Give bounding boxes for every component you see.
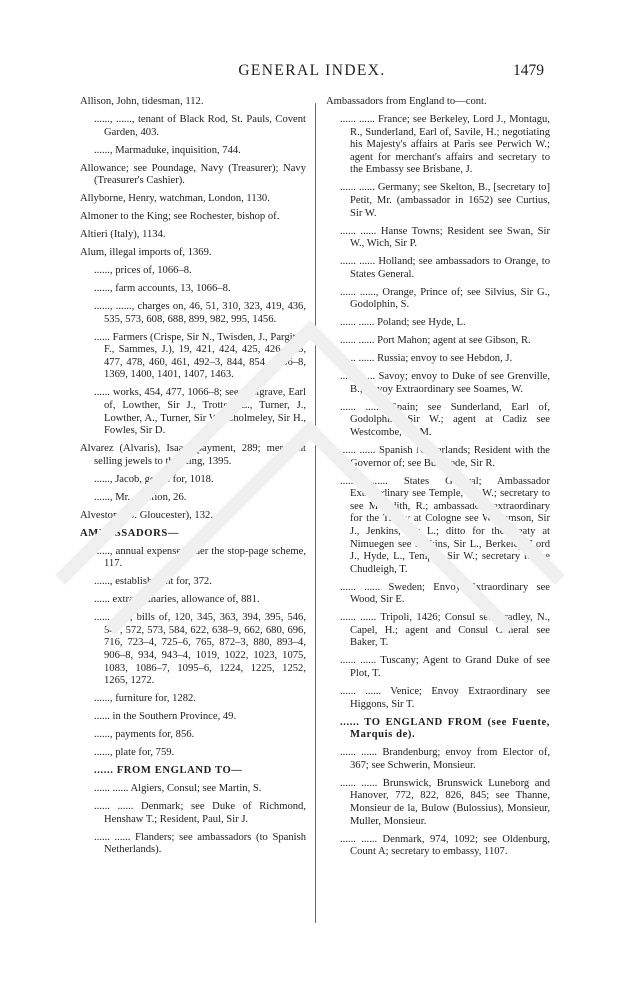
index-entry: ...... ...... Hanse Towns; Resident see Swan, Sir W., Wich, Sir P. [340,225,550,250]
continuation-heading: Ambassadors from England to—cont. [326,96,487,107]
index-entry: ......, furniture for, 1282. [94,693,196,705]
index-entry: ...... ...... Sweden; Envoy Extraordinary see Wood, Sir E. [340,581,550,606]
index-entry: ...... ...... Tripoli, 1426; Consul see Bradley, N., Capel, H.; agent and Consul General see Baker, T. [340,612,550,649]
subsection-heading: ...... FROM ENGLAND TO— [94,765,243,777]
index-entry: ......, ......, charges on, 46, 51, 310, 323, 419, 436, 535, 573, 608, 688, 899, 982, 995, 1456. [94,301,306,325]
index-entry: Alveston (co. Gloucester), 132. [80,509,213,521]
index-entry: ......, Jacob, goods for, 1018. [94,473,214,485]
index-entry: ...... in the Southern Province, 49. [94,711,237,723]
index-entry: ...... ...... Spanish Netherlands; Resident with the Governor of; see Bulstrode, Sir R. [340,444,550,469]
index-entry: Allyborne, Henry, watchman, London, 1130. [80,193,270,205]
index-entry: ...... ......, Orange, Prince of; see Silvius, Sir G., Godolphin, S. [340,286,550,311]
index-entry: ......, prices of, 1066–8. [94,265,192,277]
index-entry: Altieri (Italy), 1134. [80,229,166,241]
index-entry: Allison, John, tidesman, 112. [80,96,204,107]
column-divider [315,103,316,923]
index-entry: ...... ...... States General; Ambassador Extraordinary see Temple, Sir W.; secretary to see Meredith, R.; ambassadors extraordinary for the Treaty at Cologne see Williamson, Sir J., Jenkins, Sir L.; ditto for the treaty at Nimuegen see Jenkins, Sir L., Berkeley, Lord J., Hyde, L., Temple, Sir W.; secretary to see Chudleigh, T. [340,475,550,575]
index-entry: ...... ...... Brunswick, Brunswick Luneborg and Hanover, 772, 822, 826, 845; see Thanne, Monsieur de la, Bulow (Bulossius), Monsieur, Muller, Monsieur. [340,777,550,827]
index-entry: ......, plate for, 759. [94,747,175,759]
index-entry: ...... ...... Port Mahon; agent at see Gibson, R. [340,335,531,347]
index-entry: ...... ......, bills of, 120, 345, 363, 394, 395, 546, 547, 572, 573, 584, 622, 638–9, 662, 680, 696, 716, 723–4, 725–6, 765, 872–3, 880, 893–4, 906–8, 934, 943–4, 1019, 1022, 1023, 1075, 1083, 1086–7, 1095–6, 1224, 1225, 1252, 1265, 1272. [94,612,306,687]
index-entry: ...... ...... Savoy; envoy to Duke of see Grenville, B.; Envoy Extraordinary see Soames, W. [340,371,550,395]
index-entry: ...... ...... Denmark, 974, 1092; see Oldenburg, Count A; secretary to embassy, 1107. [340,833,550,858]
left-column [80,96,306,862]
index-entry: ...... ...... Venice; Envoy Extraordinary see Higgons, Sir T. [340,686,550,710]
index-entry: ...... ...... Flanders; see ambassadors (to Spanish Netherlands). [94,831,306,856]
index-entry: Alvarez (Alvaris), Isaac, payment, 289; merchant selling jewels to the King, 1395. [80,443,306,467]
index-entry: ...... ...... Brandenburg; envoy from Elector of, 367; see Schwerin, Monsieur. [340,747,550,771]
index-entry: Alum, illegal imports of, 1369. [80,247,212,259]
page-number: 1479 [513,62,544,79]
index-entry: Allowance; see Poundage, Navy (Treasurer); Navy (Treasurer's Cashier). [80,162,306,187]
index-entry: ...... ...... Algiers, Consul; see Martin, S. [94,783,262,795]
index-entry: ......, establishment for, 372. [94,576,212,588]
index-entry: ......, Mr., petition, 26. [94,491,187,503]
section-heading: AMBASSADORS— [80,527,180,539]
right-column [326,96,550,864]
index-entry: ......, Marmaduke, inquisition, 744. [94,144,241,156]
index-entry: ...... ...... France; see Berkeley, Lord J., Montagu, R., Sunderland, Earl of, Savile, H.; negotiating his Majesty's affairs at Paris see Perwich W.; agent for merchant's affairs and secretary to the Embassy see Brisbane, J. [340,113,550,176]
page-header [0,62,624,86]
index-entry: ...... extraordinaries, allowance of, 881. [94,594,260,606]
index-entry: ......, ......, tenant of Black Rod, St. Pauls, Covent Garden, 403. [94,113,306,138]
index-entry: ......, farm accounts, 13, 1066–8. [94,283,231,295]
index-entry: ...... ...... Russia; envoy to see Hebdon, J. [340,353,513,365]
index-entry: ...... ...... Denmark; see Duke of Richmond, Henshaw T.; Resident, Paul, Sir J. [94,801,306,825]
index-entry: ......, payments for, 856. [94,729,195,741]
index-entry: ...... works, 454, 477, 1066–8; see Mulgrave, Earl of, Lowther, Sir J., Trotter, E., Turner, J., Lowther, A., Turner, Sir W., Cholmeley, Sir H., Fowles, Sir D. [94,387,306,437]
page-title: GENERAL INDEX. [238,62,386,79]
index-entry: ...... ...... Holland; see ambassadors to Orange, to States General. [340,256,550,280]
index-entry: ...... ...... Poland; see Hyde, L. [340,317,466,329]
index-entry: ...... ...... Germany; see Skelton, B., [secretary to] Petit, Mr. (ambassador in 1652) see Curtius, Sir W. [340,182,550,219]
index-entry: Almoner to the King; see Rochester, bishop of. [80,211,280,223]
index-entry: ...... Farmers (Crispe, Sir N., Twisden, J., Pargiter, F., Sammes, J.), 19, 421, 424, 425, 426, 428, 477, 478, 460, 461, 492–3, 844, 854, 1066–8, 1369, 1400, 1401, 1407, 1463. [94,331,306,381]
subsection-heading: ...... TO ENGLAND FROM (see Fuente, Marquis de). [340,716,550,741]
index-entry: ...... ...... Spain; see Sunderland, Earl of, Godolphin, Sir W.; agent at Cadiz see Westcombe, Sir M. [340,401,550,438]
index-entry: ...... ...... Tuscany; Agent to Grand Duke of see Plot, T. [340,655,550,680]
index-entry: ......, annual expense under the stop-page scheme, 117. [94,545,306,570]
